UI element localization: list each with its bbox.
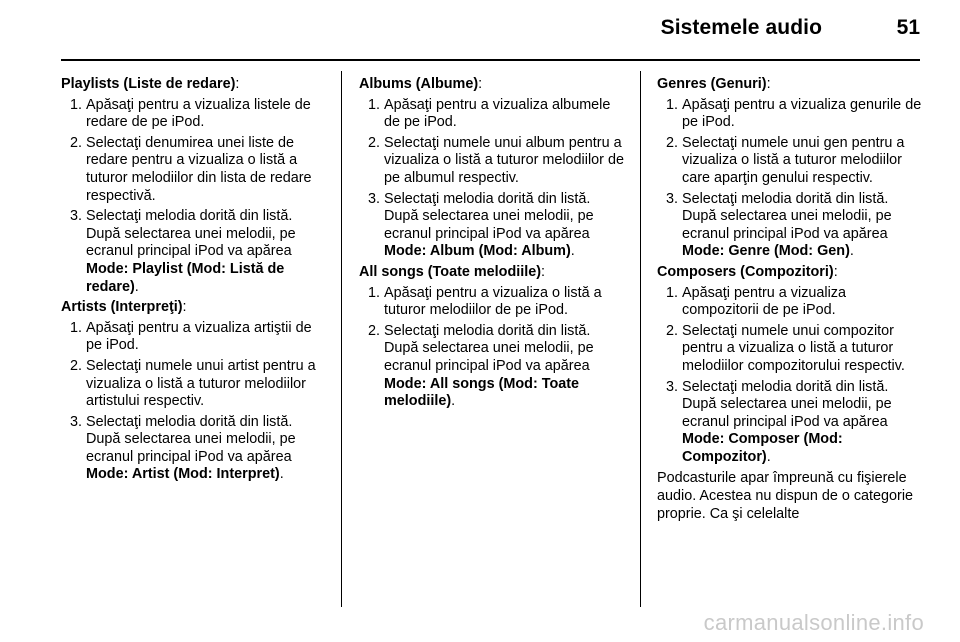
body-paragraph: Podcasturile apar împreună cu fişierele audio. Acestea nu dispun de o categorie proprie. Ca şi celelalte <box>657 470 914 522</box>
list-item: 2. Selectaţi numele unui gen pentru a vizualiza o listă a tuturor melodiilor care aparţin genului respectiv. <box>666 134 905 186</box>
list-item: 3. Selectaţi melodia dorită din listă. După selectarea unei melodii, pe ecranul principal iPod va apărea Mode: Album (Mod: Album). <box>368 190 594 260</box>
list-item: 3. Selectaţi melodia dorită din listă. După selectarea unei melodii, pe ecranul principal iPod va apărea Mode: Playlist (Mod: Listă de redare). <box>70 208 296 295</box>
section-all-songs <box>359 264 627 411</box>
section-composers <box>657 264 925 523</box>
step-list <box>657 97 925 261</box>
step-list <box>61 97 329 297</box>
list-item: 2. Selectaţi numele unui artist pentru a vizualiza o listă a tuturor melodiilor artistului respectiv. <box>70 357 316 410</box>
section-title: Genres (Genuri): <box>657 76 771 92</box>
section-albums <box>359 76 627 261</box>
step-list <box>359 285 627 411</box>
list-item: 1. Apăsaţi pentru a vizualiza artiştii de pe iPod. <box>70 319 312 354</box>
list-item: 3. Selectaţi melodia dorită din listă. După selectarea unei melodii, pe ecranul principal iPod va apărea Mode: Composer (Mod: Compozitor). <box>666 378 892 465</box>
list-item: 2. Selectaţi numele unui album pentru a vizualiza o listă a tuturor melodiilor de pe albumul respectiv. <box>368 134 624 186</box>
list-item: 2. Selectaţi numele unui compozitor pentru a vizualiza o listă a tuturor melodiilor compozitorului respectiv. <box>666 322 905 374</box>
column-3 <box>657 76 925 523</box>
column-divider <box>341 71 342 607</box>
step-list <box>657 285 925 467</box>
list-item: 1. Apăsaţi pentru a vizualiza o listă a tuturor melodiilor de pe iPod. <box>368 284 602 319</box>
section-title: Playlists (Liste de redare): <box>61 76 240 92</box>
watermark: carmanualsonline.info <box>703 610 924 635</box>
mode-label: Mode: Album (Mod: Album) <box>384 243 571 260</box>
mode-label: Mode: All songs (Mod: Toate melodiile) <box>384 375 580 410</box>
mode-label: Mode: Playlist (Mod: Listă de redare) <box>86 260 285 295</box>
column-divider <box>640 71 641 607</box>
section-title: All songs (Toate melodiile): <box>359 263 546 280</box>
mode-label: Mode: Artist (Mod: Interpret) <box>86 466 280 483</box>
mode-label: Mode: Genre (Mod: Gen) <box>682 243 850 260</box>
column-2 <box>359 76 627 411</box>
step-list <box>359 97 627 261</box>
column-1 <box>61 76 329 484</box>
list-item: 1. Apăsaţi pentru a vizualiza listele de redare de pe iPod. <box>70 96 311 131</box>
step-list <box>61 320 329 484</box>
header-divider <box>61 59 920 61</box>
list-item: 2. Selectaţi denumirea unei liste de redare pentru a vizualiza o listă a tuturor melodiilor din lista de redare respectivă. <box>70 134 312 204</box>
list-item: 3. Selectaţi melodia dorită din listă. După selectarea unei melodii, pe ecranul principal iPod va apărea Mode: Genre (Mod: Gen). <box>666 190 892 260</box>
list-item: 3. Selectaţi melodia dorită din listă. După selectarea unei melodii, pe ecranul principal iPod va apărea Mode: Artist (Mod: Interpret). <box>70 413 296 483</box>
list-item: 2. Selectaţi melodia dorită din listă. După selectarea unei melodii, pe ecranul principal iPod va apărea Mode: All songs (Mod: Toate melodiile). <box>368 322 594 410</box>
list-item: 1. Apăsaţi pentru a vizualiza compozitorii de pe iPod. <box>666 284 846 319</box>
section-playlists <box>61 76 329 296</box>
list-item: 1. Apăsaţi pentru a vizualiza genurile de pe iPod. <box>666 96 922 131</box>
section-title: Composers (Compozitori): <box>657 263 838 280</box>
page-number: 51 <box>896 16 920 39</box>
list-item: 1. Apăsaţi pentru a vizualiza albumele de pe iPod. <box>368 96 611 131</box>
mode-label: Mode: Composer (Mod: Compozitor) <box>682 431 843 465</box>
section-artists <box>61 299 329 484</box>
page-title: Sistemele audio <box>660 16 822 39</box>
section-title: Albums (Albume): <box>359 76 483 92</box>
section-genres <box>657 76 925 261</box>
section-title: Artists (Interpreţi): <box>61 299 187 316</box>
